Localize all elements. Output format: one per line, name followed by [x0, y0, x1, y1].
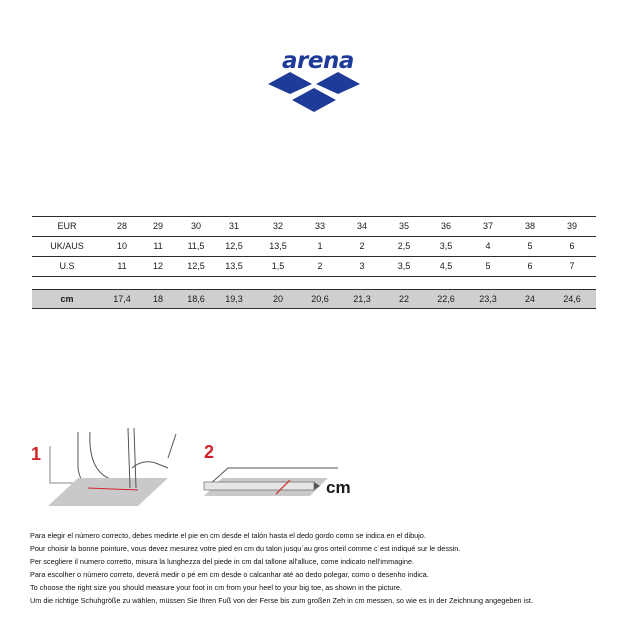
- measurement-illustration: [28, 428, 368, 523]
- size-cell-cm-3: 19,3: [225, 294, 243, 304]
- row-eur: [32, 217, 596, 236]
- size-cell-cm-10: 24: [524, 294, 535, 304]
- unit-label-cm: cm: [326, 478, 351, 497]
- instruction-en: To choose the right size you should measure your foot in cm from your heel to your big toe, as shown in the picture.: [30, 582, 402, 592]
- size-cell-cm-8: 22,6: [437, 294, 455, 304]
- instruction-de: Um die richtige Schuhgröße zu wählen, müssen Sie Ihren Fuß von der Ferse bis zum großen Zeh in cm messen, so wie es in der Zeichnung angegeben ist.: [30, 595, 533, 605]
- size-cell-eur-1: 29: [152, 221, 163, 231]
- size-cell-us-5: 2: [317, 261, 323, 271]
- size-cell-cm-9: 23,3: [479, 294, 497, 304]
- size-cell-uk-aus-4: 13,5: [269, 241, 287, 251]
- size-cell-uk-aus-3: 12,5: [225, 241, 243, 251]
- size-cell-cm-4: 20: [272, 294, 283, 304]
- size-cell-eur-8: 36: [440, 221, 451, 231]
- foot-measuring-icon: [28, 428, 368, 523]
- size-cell-us-10: 6: [527, 261, 533, 271]
- size-cell-us-11: 7: [569, 261, 575, 271]
- size-cell-us-7: 3,5: [397, 261, 411, 271]
- instruction-fr: Pour choisir la bonne pointure, vous devez mesurez votre pied en cm du talon jusqu´au gros orteil comme c´est indiqué sur le dessin.: [30, 543, 461, 553]
- size-cell-uk-aus-8: 3,5: [439, 241, 453, 251]
- logo-wordmark: arena: [282, 48, 354, 74]
- size-cell-eur-10: 38: [524, 221, 535, 231]
- size-cell-uk-aus-6: 2: [359, 241, 365, 251]
- step-2-number: 2: [204, 442, 215, 462]
- size-cell-eur-11: 39: [566, 221, 577, 231]
- size-cell-us-2: 12,5: [187, 261, 205, 271]
- size-cell-eur-7: 35: [398, 221, 409, 231]
- size-cell-eur-0: 28: [116, 221, 127, 231]
- size-cell-uk-aus-7: 2,5: [397, 241, 411, 251]
- table-rule: [32, 308, 596, 309]
- size-cell-uk-aus-11: 6: [569, 241, 575, 251]
- row-cm: [32, 290, 596, 308]
- size-cell-uk-aus-0: 10: [116, 241, 127, 251]
- table-spacer: [32, 277, 596, 289]
- row-us: [32, 257, 596, 276]
- size-cell-uk-aus-10: 5: [527, 241, 533, 251]
- size-cell-cm-1: 18: [152, 294, 163, 304]
- row-label-uk-aus: UK/AUS: [50, 241, 84, 251]
- diamond-logo-icon: [262, 72, 366, 112]
- size-cell-eur-4: 32: [272, 221, 283, 231]
- instruction-es: Para elegir el número correcto, debes medirte el pie en cm desde el talón hasta el dedo gordo como se indica en el dibujo.: [30, 531, 426, 540]
- size-cell-us-4: 1,5: [271, 261, 285, 271]
- row-label-cm: cm: [60, 294, 74, 304]
- size-cell-uk-aus-9: 4: [485, 241, 491, 251]
- size-cell-us-3: 13,5: [225, 261, 243, 271]
- size-cell-uk-aus-5: 1: [317, 241, 323, 251]
- size-cell-eur-3: 31: [228, 221, 239, 231]
- size-cell-cm-11: 24,6: [563, 294, 581, 304]
- size-cell-us-8: 4,5: [439, 261, 453, 271]
- size-cell-us-0: 11: [117, 261, 127, 271]
- instructions-block: [30, 530, 610, 607]
- size-cell-cm-5: 20,6: [311, 294, 329, 304]
- row-label-us: U.S: [59, 261, 75, 271]
- size-cell-us-9: 5: [485, 261, 491, 271]
- size-chart-table: [32, 216, 596, 309]
- size-cell-cm-6: 21,3: [353, 294, 371, 304]
- size-cell-eur-6: 34: [356, 221, 367, 231]
- instruction-it: Per scegliere il numero corretto, misura la lunghezza del piede in cm dal tallone all'alluce, come indicato nell'immagine.: [30, 556, 415, 566]
- size-cell-uk-aus-2: 11,5: [187, 241, 205, 251]
- size-cell-uk-aus-1: 11: [153, 241, 163, 251]
- row-uk-aus: [32, 237, 596, 256]
- instruction-pt: Para escolher o número correto, deverá medir o pé em cm desde o calcanhar até ao dedo polegar, como o desenho indica.: [30, 569, 429, 579]
- size-cell-us-6: 3: [359, 261, 365, 271]
- size-cell-eur-5: 33: [314, 221, 325, 231]
- size-cell-eur-9: 37: [482, 221, 493, 231]
- size-cell-cm-2: 18,6: [187, 294, 205, 304]
- size-cell-us-1: 12: [152, 261, 163, 271]
- arena-logo: [262, 48, 366, 118]
- size-cell-cm-7: 22: [398, 294, 409, 304]
- step-1-number: 1: [31, 444, 42, 464]
- size-cell-cm-0: 17,4: [113, 294, 131, 304]
- size-cell-eur-2: 30: [190, 221, 201, 231]
- row-label-eur: EUR: [57, 221, 77, 231]
